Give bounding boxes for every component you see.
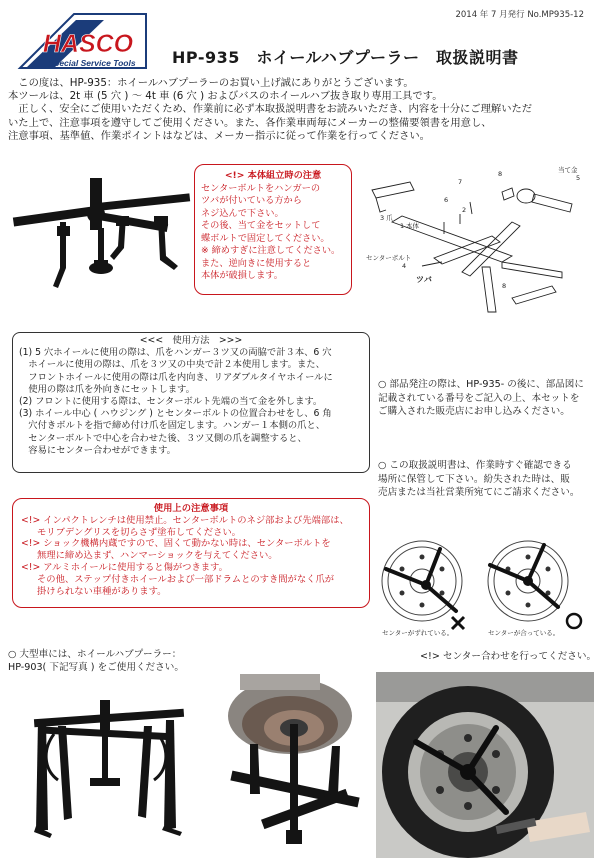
diagram-label: センターボルト — [366, 254, 412, 262]
diagram-label: 当て金 — [558, 166, 578, 174]
intro-line: いた上で、注意事項を遵守してご使用ください。また、各作業車両毎にメーカーの整備要領書を用意し、 — [8, 116, 492, 129]
usage-line: (2) フロントに使用する際は、センターボルト先端の当て金を外します。 — [19, 396, 323, 408]
usage-line: フロントホイールに使用の際は爪を内向き、リアダブルタイヤホイールに — [19, 371, 333, 383]
issue-date: 2014 年 7 月発行 No.MP935-12 — [455, 10, 584, 20]
caution-line: モリブデングリスを切らさず塗布してください。 — [37, 526, 241, 538]
diagram-label: 7 — [458, 178, 463, 186]
intro-text — [8, 77, 594, 143]
large-vehicle-note — [8, 648, 228, 674]
bad-center-label: センターがずれている。 — [382, 629, 454, 637]
assembly-warning-line: 蝶ボルトで固定してください。 — [201, 232, 330, 244]
diagram-label: 4 — [402, 262, 407, 270]
usage-line: センターボルトで中心を合わせた後、３ツ又側の爪を調整すると、 — [19, 432, 307, 444]
diagram-label: 2 — [462, 206, 467, 214]
hp903-photo — [14, 690, 202, 840]
diagram-label: 8 — [498, 170, 503, 178]
assembly-warning-line: センターボルトをハンガーの — [201, 182, 321, 194]
assembly-warning-line: ※ 締めすぎに注意してください。 — [201, 245, 341, 256]
assembly-warning-line: ネジ込んで下さい。 — [201, 207, 284, 219]
diagram-label: 1 — [400, 222, 405, 230]
intro-line: 本ツールは、2t 車 (5 穴 ) ～ 4t 車 (6 穴 ) およびバスのホイールハブ抜き取り専用工具です。 — [8, 90, 443, 103]
note-line: HP-903( 下記写真 ) をご使用ください。 — [8, 662, 184, 673]
caution-box — [12, 498, 370, 608]
caution-line: <!> アルミホイールに使用すると傷がつきます。 — [21, 561, 228, 573]
caution-line: 無理に締め込まず、ハンマーショックを与えてください。 — [37, 550, 278, 562]
puller-photo — [8, 168, 194, 298]
usage-heading: <<< 使用方法 >>> — [139, 335, 243, 346]
usage-line: ホイールに使用の際は、爪を３ツ又の中央で計２本使用します。また、 — [19, 359, 325, 371]
diagram-label: ツバ — [416, 275, 432, 284]
diagram-label: 5 — [576, 174, 581, 182]
intro-line: この度は、HP-935：ホイールハブプーラーのお買い上げ誠にありがとうございます。 — [8, 77, 414, 89]
assembly-warning-line: その後、当て金をセットして — [201, 220, 321, 231]
logo-tagline: Special Service Tools — [48, 58, 136, 68]
hub-usage-photo — [220, 664, 370, 854]
diagram-label: 本体 — [406, 222, 419, 230]
usage-line: (3) ホイール中心 ( ハウジング ) とセンターボルトの位置合わせをし、6 角 — [19, 408, 332, 420]
caution-line: <!> ショック機構内蔵ですので、固くて動かない時は、センターボルトを — [21, 538, 331, 550]
parts-order-note — [378, 378, 594, 419]
intro-line: 正しく、安全にご使用いただくため、作業前に必ず本取扱説明書をお読みいただき、内容を十分にご理解いただ — [8, 103, 533, 116]
caution-line: その他、ステップ付きホイールおよび一部ドラムとのすき間がなく爪が — [37, 573, 335, 585]
note-line: 記載されている番号をご記入の上、本セットを — [378, 392, 580, 404]
assembly-warning-box — [194, 164, 352, 295]
diagram-label: 3 爪 — [380, 214, 393, 222]
usage-line: 穴付きボルトを指で締め付け爪を固定します。ハンガー１本側の爪と、 — [19, 420, 326, 432]
usage-line: (1) 5 穴ホイールに使用の際は、爪をハンガー３ツ又の両脇で計３本、6 穴 — [19, 347, 332, 359]
parts-diagram — [362, 162, 594, 322]
good-center-label: センターが合っている。 — [488, 629, 560, 637]
assembly-warning-line: 本体が破損します。 — [201, 270, 283, 281]
caution-line: 掛けられない車種があります。 — [37, 585, 167, 597]
note-line: ○ この取扱説明書は、作業時すぐ確認できる — [378, 460, 572, 471]
usage-line: 容易にセンター合わせができます。 — [19, 444, 176, 456]
logo-wordmark: HASCO — [42, 30, 134, 58]
note-line: ○ 大型車には、ホイールハブプーラー： — [8, 649, 182, 660]
truck-wheel-photo — [376, 672, 594, 858]
usage-line: 使用の際は爪を外向きにセットします。 — [19, 383, 195, 395]
note-line: ○ 部品発注の際は、HP-935- の後に、部品図に — [378, 379, 584, 390]
assembly-warning-line: ツバが付いている方から — [201, 195, 302, 206]
note-line: 売店または当社営業所宛てにご請求ください。 — [378, 487, 580, 498]
intro-line: 注意事項、基準値、作業ポイントはなどは、メーカー指示に従って作業を行ってください。 — [8, 129, 430, 142]
diagram-label: 6 — [444, 196, 449, 204]
manual-storage-note — [378, 459, 594, 500]
centering-note: <!> センター合わせを行ってください。 — [420, 651, 597, 662]
diagram-label: 8 — [502, 282, 507, 290]
hasco-logo — [14, 10, 152, 72]
caution-line: <!> インパクトレンチは使用禁止。センターボルトのネジ部および先端部は、 — [21, 514, 349, 526]
note-line: ご購入された販売店にお申し込みください。 — [378, 406, 570, 417]
centering-diagrams — [376, 535, 594, 650]
caution-heading: 使用上の注意事項 — [153, 503, 229, 514]
page-title: HP-935 ホイールハブプーラー 取扱説明書 — [172, 48, 519, 67]
assembly-warning-heading: <!> 本体組立時の注意 — [224, 170, 322, 181]
note-line: 場所に保管して下さい。紛失された時は、販 — [378, 473, 570, 485]
assembly-warning-line: また、逆向きに使用すると — [201, 257, 312, 269]
usage-box — [12, 332, 370, 473]
